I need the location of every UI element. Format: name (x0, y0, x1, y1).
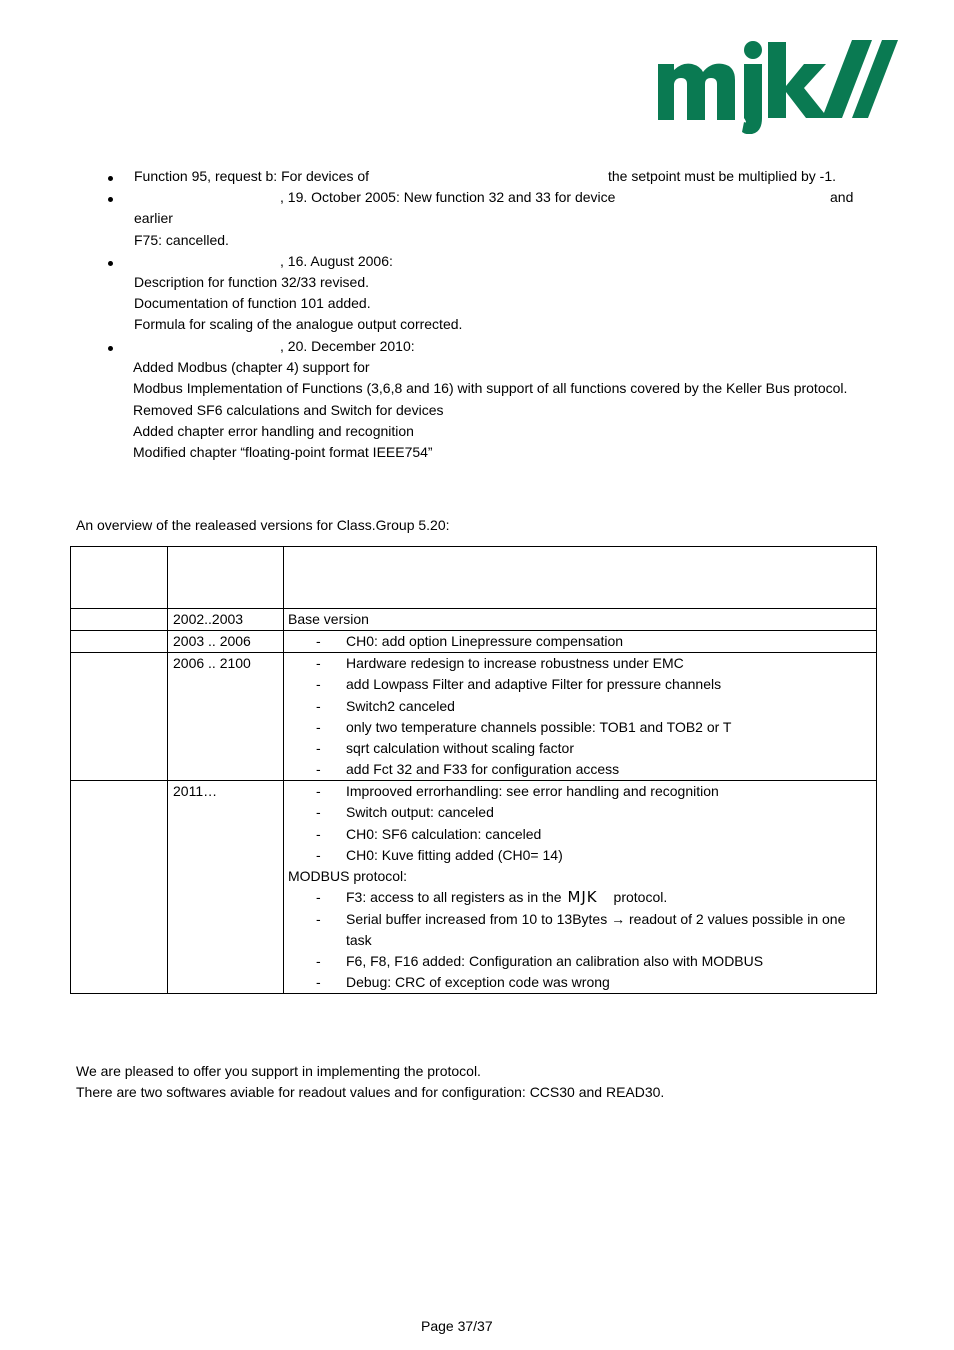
version-change: Improoved errorhandling: see error handling and recognition (346, 783, 719, 799)
page-number: Page 37/37 (421, 1318, 493, 1334)
history-line: , 19. October 2005: New function 32 and 33 for device (280, 189, 616, 205)
overview-intro: An overview of the realeased versions for Class.Group 5.20: (76, 517, 450, 533)
version-change: Switch2 canceled (346, 698, 455, 714)
dash-bullet: - (316, 804, 321, 820)
modbus-label: MODBUS protocol: (288, 868, 408, 884)
dash-bullet: - (316, 826, 321, 842)
dash-bullet: - (316, 676, 321, 692)
history-line: Removed SF6 calculations and Switch for devices (133, 402, 444, 418)
history-line: , 20. December 2010: (280, 338, 415, 354)
dash-bullet: - (316, 740, 321, 756)
version-change: sqrt calculation without scaling factor (346, 740, 574, 756)
dash-bullet: - (316, 974, 321, 990)
history-line: Modbus Implementation of Functions (3,6,8 and 16) with support of all functions covered by the Keller Bus protocol. (133, 380, 848, 396)
version-change: Serial buffer increased from 10 to 13Bytes → readout of 2 values possible in one (346, 911, 846, 927)
mjk-text: MJK (567, 888, 598, 906)
dash-bullet: - (316, 633, 321, 649)
history-line: Documentation of function 101 added. (134, 295, 371, 311)
dash-bullet: - (316, 783, 321, 799)
bullet-icon (108, 197, 113, 202)
dash-bullet: - (316, 761, 321, 777)
support-line: There are two softwares aviable for readout values and for configuration: CCS30 and READ30. (76, 1084, 665, 1100)
history-line: Modified chapter “floating-point format IEEE754” (133, 444, 433, 460)
version-change: add Lowpass Filter and adaptive Filter for pressure channels (346, 676, 722, 692)
bullet-icon (108, 176, 113, 181)
f3-text: F3: access to all registers as in the (346, 889, 562, 905)
dash-bullet: - (316, 719, 321, 735)
version-date: 2011… (173, 783, 218, 799)
history-line: earlier (134, 210, 173, 226)
history-line: Description for function 32/33 revised. (134, 274, 370, 290)
version-change: task (346, 932, 372, 948)
version-change (346, 889, 667, 905)
version-date: 2003 .. 2006 (173, 633, 251, 649)
dash-bullet: - (316, 847, 321, 863)
history-line: , 16. August 2006: (280, 253, 393, 269)
history-line: and (830, 189, 854, 205)
version-change: CH0: Kuve fitting added (CH0= 14) (346, 847, 563, 863)
bullet-icon (108, 261, 113, 266)
version-change: Hardware redesign to increase robustness under EMC (346, 655, 684, 671)
version-change: Switch output: canceled (346, 804, 494, 820)
history-line: Function 95, request b: For devices of (134, 168, 370, 184)
mjk-logo (652, 38, 898, 134)
history-line: the setpoint must be multiplied by -1. (608, 168, 837, 184)
protocol-text: protocol. (613, 889, 668, 905)
version-table (70, 546, 877, 994)
version-change: Base version (288, 611, 369, 627)
bullet-icon (108, 346, 113, 351)
dash-bullet: - (316, 953, 321, 969)
history-line: Formula for scaling of the analogue output corrected. (134, 316, 463, 332)
dash-bullet: - (316, 698, 321, 714)
version-date: 2002..2003 (173, 611, 244, 627)
version-change: F6, F8, F16 added: Configuration an calibration also with MODBUS (346, 953, 764, 969)
dash-bullet: - (316, 889, 321, 905)
history-line: Added chapter error handling and recognition (133, 423, 414, 439)
version-change: Debug: CRC of exception code was wrong (346, 974, 610, 990)
dash-bullet: - (316, 655, 321, 671)
version-date: 2006 .. 2100 (173, 655, 251, 671)
history-line: Added Modbus (chapter 4) support for (133, 359, 370, 375)
dash-bullet: - (316, 911, 321, 927)
history-line: F75: cancelled. (134, 232, 229, 248)
version-change: add Fct 32 and F33 for configuration access (346, 761, 620, 777)
version-change: CH0: SF6 calculation: canceled (346, 826, 542, 842)
version-change: only two temperature channels possible: TOB1 and TOB2 or T (346, 719, 732, 735)
version-change: CH0: add option Linepressure compensation (346, 633, 624, 649)
support-line: We are pleased to offer you support in implementing the protocol. (76, 1063, 481, 1079)
